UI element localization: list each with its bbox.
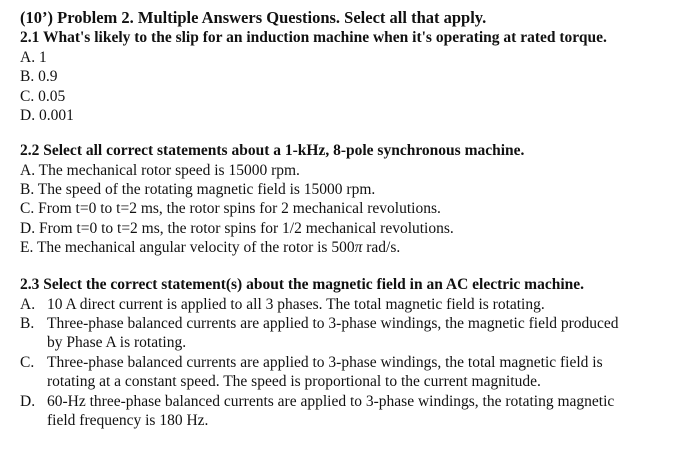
option-letter: B. <box>20 315 35 333</box>
question-2-2-option-c: C. From t=0 to t=2 ms, the rotor spins for 2 mechanical revolutions. <box>20 200 441 218</box>
problem-heading: (10’) Problem 2. Multiple Answers Questions. Select all that apply. <box>20 8 487 27</box>
question-2-1-option-c: C. 0.05 <box>20 87 66 105</box>
option-letter: A. <box>20 295 36 313</box>
option-line: field frequency is 180 Hz. <box>47 412 209 430</box>
option-line: Three-phase balanced currents are applied to 3-phase windings, the magnetic field produced <box>47 315 619 333</box>
question-2-2-option-b: B. The speed of the rotating magnetic field is 15000 rpm. <box>20 181 376 199</box>
question-2-3-prompt: 2.3 Select the correct statement(s) about the magnetic field in an AC electric machine. <box>20 275 585 293</box>
question-2-2-option-d: D. From t=0 to t=2 ms, the rotor spins for 1/2 mechanical revolutions. <box>20 219 454 237</box>
question-2-2-prompt: 2.2 Select all correct statements about a 1-kHz, 8-pole synchronous machine. <box>20 141 525 159</box>
pi-symbol: π <box>354 239 363 257</box>
question-2-3-option-a <box>20 295 700 314</box>
question-2-1-prompt: 2.1 What's likely to the slip for an induction machine when it's operating at rated torque. <box>20 29 607 46</box>
question-2-2 <box>20 141 700 258</box>
question-2-3-option-b <box>20 314 700 353</box>
spacer <box>20 258 700 275</box>
option-line: by Phase A is rotating. <box>47 334 187 352</box>
question-2-3-option-c <box>20 353 700 392</box>
question-2-2-option-a: A. The mechanical rotor speed is 15000 rpm. <box>20 161 300 179</box>
option-e-prefix: E. The mechanical angular velocity of the rotor is 500 <box>20 239 355 257</box>
option-line: 10 A direct current is applied to all 3 phases. The total magnetic field is rotating. <box>47 295 545 313</box>
question-2-1-option-d: D. 0.001 <box>20 107 74 125</box>
question-2-1-option-a: A. 1 <box>20 49 47 66</box>
option-line: rotating at a constant speed. The speed is proportional to the current magnitude. <box>47 373 541 391</box>
option-line: Three-phase balanced currents are applied to 3-phase windings, the total magnetic field is <box>47 353 603 371</box>
option-letter: D. <box>20 392 36 410</box>
question-2-1-option-b: B. 0.9 <box>20 68 58 86</box>
option-line: 60-Hz three-phase balanced currents are applied to 3-phase windings, the rotating magnetic <box>47 392 615 410</box>
spacer <box>20 126 700 141</box>
question-2-2-option-e <box>20 238 700 257</box>
document-page <box>20 8 700 431</box>
question-2-1 <box>20 28 700 126</box>
question-2-3 <box>20 275 700 431</box>
option-letter: C. <box>20 353 35 371</box>
question-2-3-option-d <box>20 392 700 431</box>
option-e-suffix: rad/s. <box>362 239 401 257</box>
